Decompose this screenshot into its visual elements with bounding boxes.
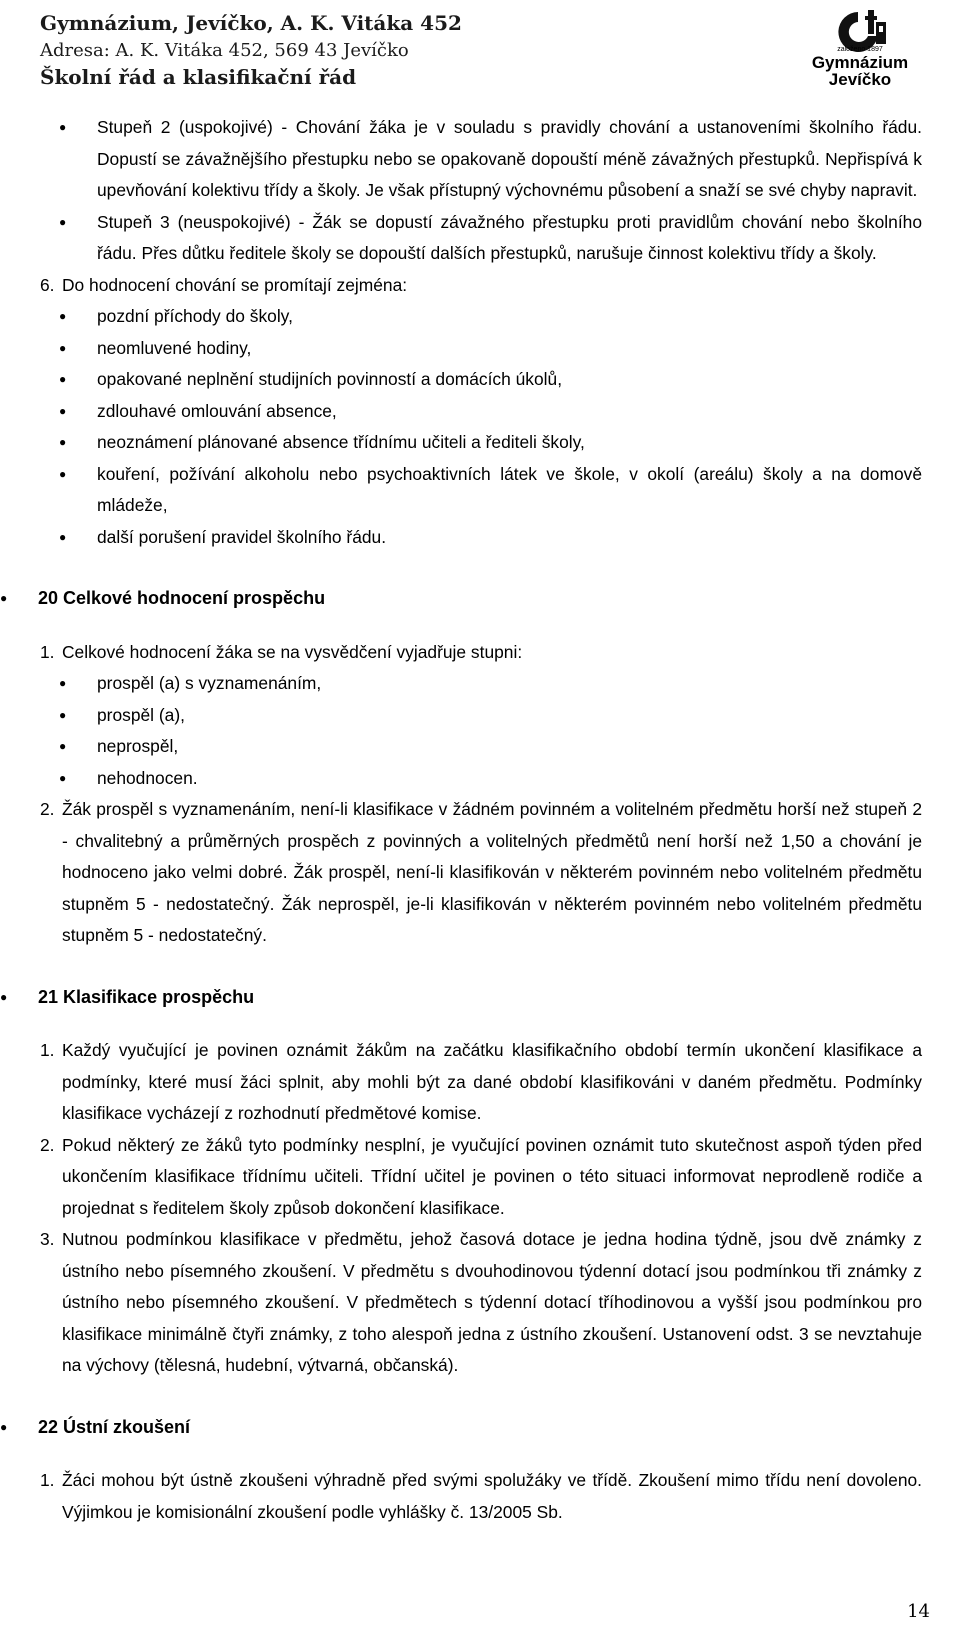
item-text: Každý vyučující je povinen oznámit žákům na začátku klasifikačního období termín ukončení klasifikace a podmínky, které musí žáci splnit, aby mohli být za dané období klasifikováni v daném předmětu. Podmínky klasifikace vycházejí z rozhodnutí předmětové komise. — [62, 1040, 922, 1123]
item-number: 1. — [40, 641, 55, 662]
numbered-item — [0, 637, 960, 669]
document-body — [0, 112, 960, 1528]
list-item: ● prospěl (a) s vyznamenáním, — [0, 668, 960, 700]
item-number: 1. — [40, 1470, 55, 1490]
page-header — [40, 8, 920, 90]
section-heading-20: ● 20 Celkové hodnocení prospěchu — [0, 583, 960, 615]
list-item: ● nehodnocen. — [0, 763, 960, 795]
item-text: Pokud některý ze žáků tyto podmínky nesplní, je vyučující povinen oznámit tuto skutečnost aspoň týden před ukončením klasifikace třídnímu učiteli. Třídní učitel je povinen o této situaci informovat neprodleně rodiče a projednat s ředitelem školy způsob dokončení klasifikace. — [62, 1134, 922, 1218]
numbered-item — [0, 1130, 960, 1225]
list-item: ● neprospěl, — [0, 731, 960, 763]
item-text: Do hodnocení chování se promítají zejména: — [62, 274, 408, 295]
list-item: ● další porušení pravidel školního řádu. — [0, 522, 960, 554]
list-item: ● kouření, požívání alkoholu nebo psychoaktivních látek ve škole, v okolí (areálu) školy a na domově mládeže, — [0, 459, 960, 522]
logo-founded: založeno 1897 — [837, 46, 883, 53]
school-logo — [800, 8, 920, 92]
item-number: 3. — [40, 1229, 55, 1249]
numbered-item — [0, 1035, 960, 1130]
section-heading-21: ● 21 Klasifikace prospěchu — [0, 982, 960, 1014]
numbered-item — [0, 1465, 960, 1528]
item-number: 6. — [40, 274, 55, 295]
list-item: ● Stupeň 3 (neuspokojivé) - Žák se dopustí závažného přestupku proti pravidlům chování nebo školního řádu. Přes důtku ředitele školy se dopouští dalších přestupků, narušuje činnost kolektivu třídy a školy. — [0, 207, 960, 270]
section-heading-22: ● 22 Ústní zkoušení — [0, 1412, 960, 1444]
document-title: Školní řád a klasifikační řád — [40, 65, 357, 89]
list-item: ● prospěl (a), — [0, 700, 960, 732]
numbered-item — [0, 794, 960, 952]
item-text: Celkové hodnocení žáka se na vysvědčení vyjadřuje stupni: — [62, 641, 523, 662]
item-text: Nutnou podmínkou klasifikace v předmětu, jehož časová dotace je jedna hodina týdně, jsou dvě známky z ústního nebo písemného zkoušení. V předmětu s dvouhodinovou týdenní dotací jsou podmínkou tři známky z ústního nebo písemného zkoušení. V předmětech s týdenní dotací tříhodinovou a vyšší jsou podmínkou pro klasifikace minimálně čtyři známky, z toho alespoň jedna z ústního zkoušení. Ustanovení odst. 3 se nevztahuje na výchovy (tělesná, hudební, výtvarná, občanská). — [62, 1229, 922, 1375]
numbered-item — [0, 1224, 960, 1382]
logo-name-line2: Jevíčko — [828, 70, 892, 89]
item-number: 2. — [40, 1134, 55, 1155]
list-item: ● neomluvené hodiny, — [0, 333, 960, 365]
item-text: Žák prospěl s vyznamenáním, není-li klasifikace v žádném povinném a volitelném předmětu horší než stupeň 2 - chvalitebný a průměrných prospěch z povinných a volitelných předmětů není horší než 1,50 a chování je hodnoceno jako velmi dobré. Žák prospěl, není-li klasifikován v některém povinném nebo volitelném předmětu stupněm 5 - nedostatečný. Žák neprospěl, je-li klasifikován v některém povinném nebo volitelném předmětu stupněm 5 - nedostatečný. — [62, 799, 922, 945]
list-item: ● zdlouhavé omlouvání absence, — [0, 396, 960, 428]
list-item: ● Stupeň 2 (uspokojivé) - Chování žáka je v souladu s pravidly chování a ustanoveními školního řádu. Dopustí se závažnějšího přestupku nebo se opakovaně dopouští méně závažných přestupků. Nepřispívá k upevňování kolektivu třídy a školy. Je však přístupný výchovnému působení a snaží se své chyby napravit. — [0, 112, 960, 207]
school-address: Adresa: A. K. Vitáka 452, 569 43 Jevíčko — [40, 40, 409, 61]
item-number: 1. — [40, 1040, 55, 1060]
list-item: ● neoznámení plánované absence třídnímu učiteli a řediteli školy, — [0, 427, 960, 459]
list-item: ● opakované neplnění studijních povinností a domácích úkolů, — [0, 364, 960, 396]
item-number: 2. — [40, 799, 55, 819]
item-text: Žáci mohou být ústně zkoušeni výhradně před svými spolužáky ve třídě. Zkoušení mimo třídu není dovoleno. Výjimkou je komisionální zkoušení podle vyhlášky č. 13/2005 Sb. — [62, 1470, 922, 1522]
logo-name-line1: Gymnázium — [811, 53, 909, 72]
header-text — [40, 10, 462, 91]
page-number: 14 — [907, 1601, 930, 1622]
school-name: Gymnázium, Jevíčko, A. K. Vitáka 452 — [40, 11, 462, 35]
list-item: ● pozdní příchody do školy, — [0, 301, 960, 333]
numbered-item — [0, 270, 960, 302]
